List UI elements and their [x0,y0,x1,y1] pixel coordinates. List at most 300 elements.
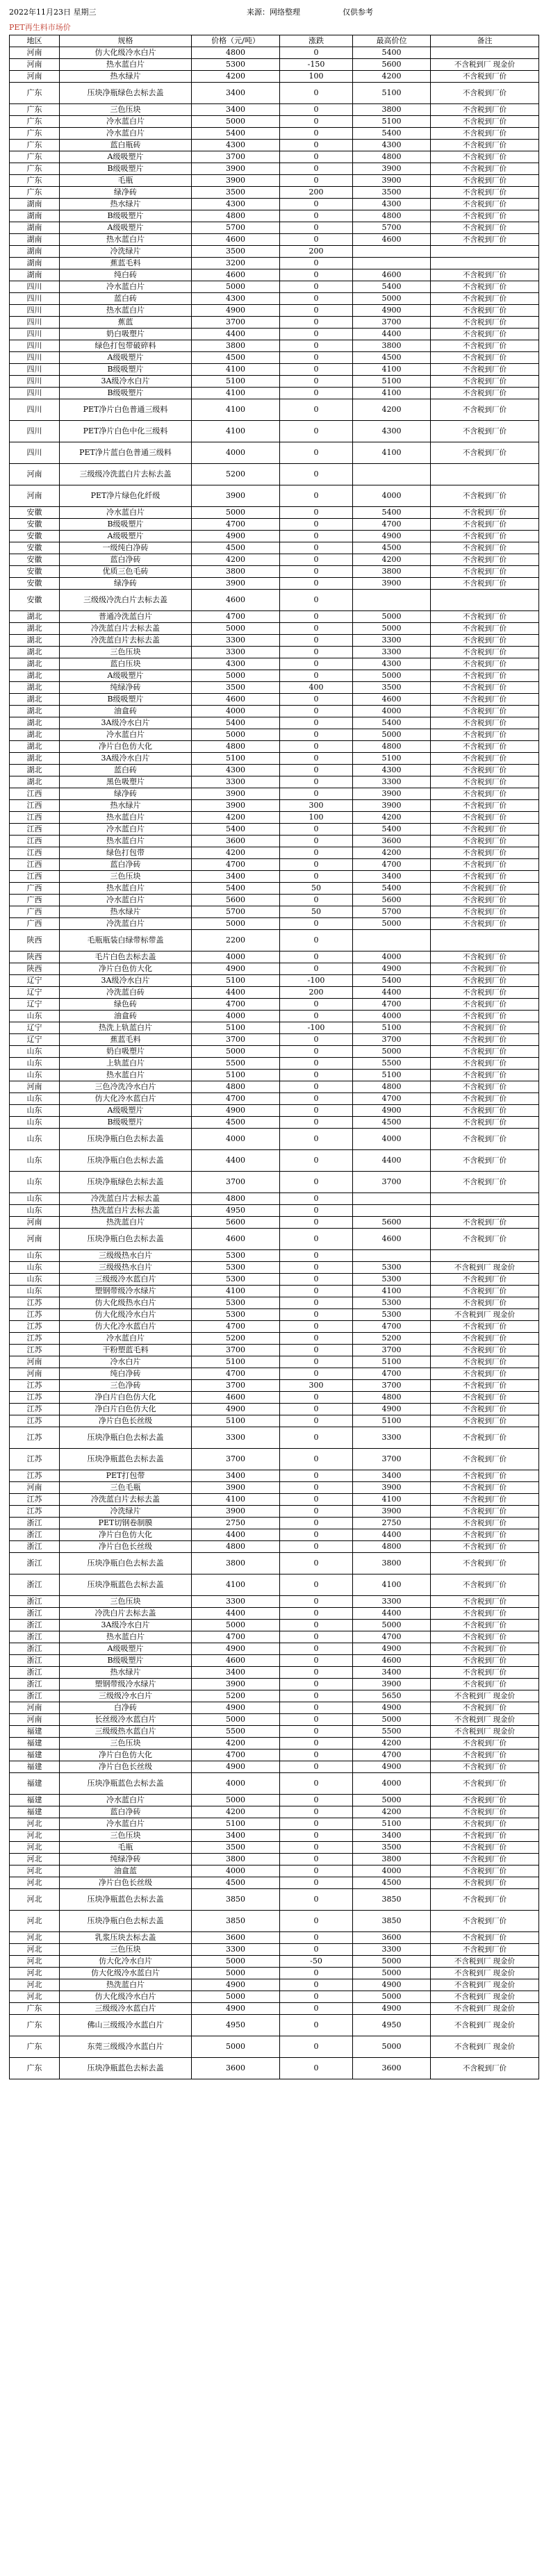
region-cell: 浙江 [10,1643,60,1655]
max-price-cell: 4200 [353,554,431,566]
spec-cell: B级吸塑片 [60,163,192,175]
note-cell [431,1250,539,1262]
table-row [10,376,539,388]
spec-cell: 三色压块 [60,871,192,883]
note-cell: 不含税到厂价 [431,1506,539,1518]
table-row [10,741,539,753]
table-row [10,2036,539,2058]
spec-cell: A级吸塑片 [60,531,192,542]
region-cell: 福建 [10,1750,60,1761]
change-cell: 0 [280,1506,353,1518]
price-cell: 5400 [192,824,280,836]
table-row [10,1368,539,1380]
region-cell: 四川 [10,442,60,464]
change-cell: -100 [280,975,353,987]
change-cell: 50 [280,906,353,918]
max-price-cell [353,246,431,258]
change-cell: 0 [280,531,353,542]
table-row [10,1229,539,1250]
price-cell: 3400 [192,104,280,116]
table-row [10,1596,539,1608]
price-cell: 5000 [192,281,280,293]
max-price-cell: 3300 [353,1427,431,1449]
price-cell: 5000 [192,507,280,519]
change-cell: 0 [280,1193,353,1205]
table-row [10,1667,539,1679]
note-cell: 不含税到厂价 [431,1046,539,1058]
table-row [10,1889,539,1911]
note-cell: 不含税到厂价 [431,871,539,883]
table-row [10,1093,539,1105]
spec-cell: 绿色砖 [60,999,192,1011]
region-cell: 福建 [10,1806,60,1818]
max-price-cell: 4700 [353,859,431,871]
spec-cell: 净白片白色仿大化 [60,1404,192,1415]
region-cell: 安徽 [10,507,60,519]
change-cell: 0 [280,1117,353,1129]
spec-cell: 纯绿净砖 [60,682,192,694]
note-cell: 不含税到厂价 [431,175,539,187]
change-cell: 0 [280,1297,353,1309]
region-cell: 河南 [10,1229,60,1250]
table-row [10,2015,539,2036]
max-price-cell: 5200 [353,1333,431,1345]
note-cell: 不含税到厂价 [431,1494,539,1506]
max-price-cell: 4500 [353,542,431,554]
note-cell: 不含税到厂价 [431,1818,539,1830]
note-cell: 不含税到厂价 [431,199,539,210]
region-cell: 安徽 [10,554,60,566]
note-cell: 不含税到厂价 [431,706,539,717]
spec-cell: 油盒蓝 [60,1865,192,1877]
price-cell: 5300 [192,1274,280,1286]
note-cell: 不含税到厂价 [431,1129,539,1150]
change-cell: 0 [280,590,353,611]
note-cell: 不含税到厂价 [431,364,539,376]
table-row [10,1773,539,1795]
spec-cell: 蓝白净砖 [60,554,192,566]
max-price-cell: 3400 [353,1830,431,1842]
region-cell: 河北 [10,1944,60,1956]
region-cell: 山东 [10,1093,60,1105]
change-cell: 0 [280,1877,353,1889]
table-row [10,1356,539,1368]
max-price-cell: 3900 [353,1482,431,1494]
max-price-cell: 5100 [353,83,431,104]
note-cell: 不含税到厂价 [431,1070,539,1081]
max-price-cell: 3700 [353,1449,431,1470]
max-price-cell: 4400 [353,1150,431,1172]
table-row [10,399,539,421]
note-cell: 不含税到厂价 [431,1380,539,1392]
price-cell: 4600 [192,1392,280,1404]
region-cell: 广东 [10,187,60,199]
table-row [10,1620,539,1631]
region-cell: 河北 [10,1877,60,1889]
region-cell: 浙江 [10,1655,60,1667]
spec-cell: 压块净瓶白色去标去盖 [60,1129,192,1150]
region-cell: 广西 [10,918,60,930]
change-cell: 0 [280,1932,353,1944]
max-price-cell: 5700 [353,222,431,234]
note-cell: 不含税到厂价 [431,1865,539,1877]
region-cell: 浙江 [10,1541,60,1553]
region-cell: 四川 [10,293,60,305]
price-cell: 3300 [192,647,280,658]
spec-cell: 冷洗蓝白砖 [60,987,192,999]
region-cell: 江苏 [10,1415,60,1427]
max-price-cell: 5000 [353,1046,431,1058]
note-cell [431,258,539,269]
price-cell: 4600 [192,590,280,611]
region-cell: 四川 [10,317,60,329]
table-row [10,906,539,918]
note-cell: 不含税到厂价 [431,800,539,812]
region-cell: 广东 [10,104,60,116]
table-row [10,1046,539,1058]
note-cell: 不含税到厂价 [431,1404,539,1415]
region-cell: 四川 [10,421,60,442]
change-cell: 0 [280,1250,353,1262]
max-price-cell: 5100 [353,1070,431,1081]
table-row [10,269,539,281]
max-price-cell: 3900 [353,578,431,590]
change-cell: 300 [280,800,353,812]
table-row [10,1643,539,1655]
max-price-cell: 3800 [353,1553,431,1574]
max-price-cell: 3400 [353,1470,431,1482]
change-cell: 0 [280,1011,353,1022]
spec-cell: 仿大化冷水白片 [60,1956,192,1968]
region-cell: 四川 [10,305,60,317]
price-cell: 4300 [192,765,280,776]
max-price-cell: 4100 [353,442,431,464]
price-cell: 3900 [192,163,280,175]
region-cell: 山东 [10,1250,60,1262]
note-cell: 不含税到厂价 [431,741,539,753]
table-row [10,1679,539,1690]
change-cell: 0 [280,1345,353,1356]
price-cell: 5000 [192,1968,280,1979]
region-cell: 四川 [10,281,60,293]
spec-cell: 绿净砖 [60,788,192,800]
spec-cell: 热水绿片 [60,906,192,918]
price-cell: 5600 [192,895,280,906]
change-cell: 300 [280,1380,353,1392]
price-cell: 4600 [192,234,280,246]
spec-cell: 热洗上轨蓝白片 [60,1022,192,1034]
column-header: 最高价位 [353,35,431,47]
spec-cell: 一级纯白净砖 [60,542,192,554]
max-price-cell: 5000 [353,1620,431,1631]
price-cell: 4800 [192,47,280,59]
region-cell: 浙江 [10,1596,60,1608]
table-row [10,210,539,222]
change-cell: 0 [280,566,353,578]
note-cell: 不含税到厂价 [431,1574,539,1596]
note-cell: 不含税到厂价 [431,578,539,590]
note-cell [431,1205,539,1217]
spec-cell: 冷水蓝白片 [60,1333,192,1345]
region-cell: 辽宁 [10,999,60,1011]
spec-cell: 上轨蓝白片 [60,1058,192,1070]
max-price-cell: 4800 [353,1081,431,1093]
change-cell: 0 [280,140,353,151]
max-price-cell: 4300 [353,765,431,776]
price-cell: 3800 [192,340,280,352]
change-cell: 0 [280,1286,353,1297]
note-cell: 不含税到厂价 [431,1449,539,1470]
spec-cell: 净片白色仿大化 [60,963,192,975]
change-cell: 0 [280,895,353,906]
spec-cell: 绿色打包带破碎料 [60,340,192,352]
max-price-cell: 3300 [353,1944,431,1956]
price-cell: 3600 [192,836,280,847]
region-cell: 浙江 [10,1518,60,1529]
price-cell: 5100 [192,1818,280,1830]
price-cell: 4950 [192,1205,280,1217]
spec-cell: 热洗蓝白片 [60,1979,192,1991]
change-cell: 0 [280,1105,353,1117]
max-price-cell: 4100 [353,388,431,399]
change-cell: 0 [280,1991,353,2003]
region-cell: 湖南 [10,234,60,246]
change-cell: 0 [280,1553,353,1574]
note-cell: 不含税到厂价 [431,812,539,824]
region-cell: 广东 [10,83,60,104]
table-row [10,658,539,670]
note-cell: 不含税到厂价 [431,1842,539,1854]
change-cell: 0 [280,918,353,930]
table-row [10,999,539,1011]
max-price-cell: 4800 [353,210,431,222]
max-price-cell: 3300 [353,776,431,788]
note-cell: 不含税到厂价 [431,1830,539,1842]
region-cell: 河南 [10,71,60,83]
region-cell: 河南 [10,1714,60,1726]
price-cell: 4600 [192,694,280,706]
spec-cell: 三级级冷水蓝白片 [60,1274,192,1286]
price-cell: 5100 [192,1022,280,1034]
change-cell: 0 [280,2003,353,2015]
price-cell: 5300 [192,59,280,71]
spec-cell: 三级级冷水白片 [60,1690,192,1702]
spec-cell: 绿净砖 [60,578,192,590]
change-cell: 0 [280,578,353,590]
price-cell: 3800 [192,1553,280,1574]
spec-cell: 热水蓝白片 [60,234,192,246]
table-row [10,1404,539,1415]
change-cell: 0 [280,442,353,464]
note-cell: 不含税到厂价 [431,1529,539,1541]
note-cell: 不含税到厂 现金价 [431,1956,539,1968]
region-cell: 河南 [10,1217,60,1229]
price-cell: 4950 [192,2015,280,2036]
price-cell: 5400 [192,128,280,140]
price-cell: 4200 [192,1806,280,1818]
change-cell: 0 [280,1714,353,1726]
table-row [10,329,539,340]
max-price-cell: 5000 [353,611,431,623]
region-cell: 江苏 [10,1392,60,1404]
table-row [10,859,539,871]
region-cell: 河南 [10,1702,60,1714]
max-price-cell: 4600 [353,234,431,246]
change-cell: 0 [280,824,353,836]
region-cell: 广西 [10,883,60,895]
spec-cell: 压块净瓶绿色去标去盖 [60,83,192,104]
table-row [10,175,539,187]
change-cell: 0 [280,1229,353,1250]
note-cell: 不含税到厂价 [431,1877,539,1889]
price-cell: 4700 [192,611,280,623]
table-row [10,1022,539,1034]
max-price-cell: 4700 [353,1093,431,1105]
price-cell: 5200 [192,1333,280,1345]
max-price-cell: 4100 [353,1574,431,1596]
max-price-cell: 5300 [353,1274,431,1286]
table-row [10,1991,539,2003]
spec-cell: 长丝级冷水蓝白片 [60,1714,192,1726]
change-cell: 0 [280,658,353,670]
note-cell: 不含税到厂价 [431,847,539,859]
change-cell: 0 [280,464,353,485]
change-cell: 0 [280,871,353,883]
note-cell: 不含税到厂价 [431,1034,539,1046]
note-cell: 不含税到厂价 [431,1286,539,1297]
table-row [10,987,539,999]
change-cell: 0 [280,1773,353,1795]
note-cell: 不含税到厂价 [431,1655,539,1667]
change-cell: 0 [280,2015,353,2036]
table-row [10,1714,539,1726]
table-row [10,1217,539,1229]
max-price-cell [353,1193,431,1205]
change-cell: 0 [280,1404,353,1415]
price-cell: 3700 [192,1345,280,1356]
spec-cell: 三级级热水蓝白片 [60,1726,192,1738]
max-price-cell: 5000 [353,623,431,635]
note-cell: 不含税到厂价 [431,1011,539,1022]
spec-cell: 仿大化级热水白片 [60,1297,192,1309]
table-row [10,776,539,788]
spec-cell: 三色压块 [60,1596,192,1608]
price-cell: 5100 [192,1070,280,1081]
max-price-cell: 4200 [353,847,431,859]
region-cell: 河北 [10,1889,60,1911]
note-cell: 不含税到厂价 [431,1058,539,1070]
table-row [10,1081,539,1093]
note-cell: 不含税到厂价 [431,1368,539,1380]
change-cell: 50 [280,883,353,895]
note-cell: 不含税到厂价 [431,2058,539,2079]
change-cell: 200 [280,187,353,199]
price-cell: 5700 [192,906,280,918]
note-cell: 不含税到厂价 [431,1229,539,1250]
price-cell: 5300 [192,1309,280,1321]
table-row [10,1506,539,1518]
spec-cell: 蓝白压块 [60,658,192,670]
spec-cell: 热水蓝白片 [60,1070,192,1081]
table-row [10,765,539,776]
max-price-cell: 5100 [353,1356,431,1368]
note-cell: 不含税到厂价 [431,1482,539,1494]
max-price-cell: 4100 [353,1286,431,1297]
price-cell: 5000 [192,2036,280,2058]
max-price-cell: 5600 [353,895,431,906]
note-cell: 不含税到厂价 [431,1596,539,1608]
region-cell: 江苏 [10,1470,60,1482]
price-cell: 3700 [192,151,280,163]
spec-cell: 冷水蓝白片 [60,1818,192,1830]
spec-cell: B级吸塑片 [60,210,192,222]
max-price-cell: 4000 [353,952,431,963]
change-cell: 0 [280,1979,353,1991]
price-cell: 2200 [192,930,280,952]
change-cell: 0 [280,1217,353,1229]
price-cell: 4000 [192,706,280,717]
region-cell: 广西 [10,895,60,906]
price-cell: 3500 [192,187,280,199]
price-cell: 5100 [192,1356,280,1368]
table-row [10,1286,539,1297]
note-cell: 不含税到厂价 [431,1932,539,1944]
max-price-cell [353,1250,431,1262]
max-price-cell: 4900 [353,305,431,317]
change-cell: 0 [280,1415,353,1427]
region-cell: 江西 [10,824,60,836]
spec-cell: 3A级冷水白片 [60,1620,192,1631]
region-cell: 河北 [10,1818,60,1830]
note-cell: 不含税到厂价 [431,729,539,741]
max-price-cell: 4900 [353,1761,431,1773]
max-price-cell [353,930,431,952]
price-cell: 4200 [192,554,280,566]
spec-cell: 压块净瓶白色去标去盖 [60,1427,192,1449]
change-cell: 0 [280,1081,353,1093]
note-cell: 不含税到厂价 [431,1081,539,1093]
region-cell: 广东 [10,2058,60,2079]
spec-cell: 热水绿片 [60,199,192,210]
max-price-cell: 5700 [353,906,431,918]
region-cell: 广东 [10,128,60,140]
change-cell: 0 [280,729,353,741]
region-cell: 山东 [10,1205,60,1217]
table-row [10,1631,539,1643]
table-row [10,1172,539,1193]
region-cell: 山东 [10,1286,60,1297]
table-row [10,1968,539,1979]
region-cell: 浙江 [10,1529,60,1541]
table-row [10,388,539,399]
change-cell: 0 [280,1058,353,1070]
max-price-cell: 5100 [353,1818,431,1830]
spec-cell: 毛瓶 [60,1842,192,1854]
change-cell: 0 [280,788,353,800]
spec-cell: 塑钢带级冷水绿片 [60,1286,192,1297]
note-cell: 不含税到厂价 [431,1620,539,1631]
table-row [10,1392,539,1404]
note-cell: 不含税到厂 现金价 [431,1979,539,1991]
change-cell: 0 [280,1034,353,1046]
price-cell: 3900 [192,578,280,590]
note-cell: 不含税到厂价 [431,963,539,975]
region-cell: 湖北 [10,706,60,717]
table-row [10,2003,539,2015]
region-cell: 浙江 [10,1574,60,1596]
note-cell: 不含税到厂价 [431,421,539,442]
note-cell: 不含税到厂 现金价 [431,1968,539,1979]
